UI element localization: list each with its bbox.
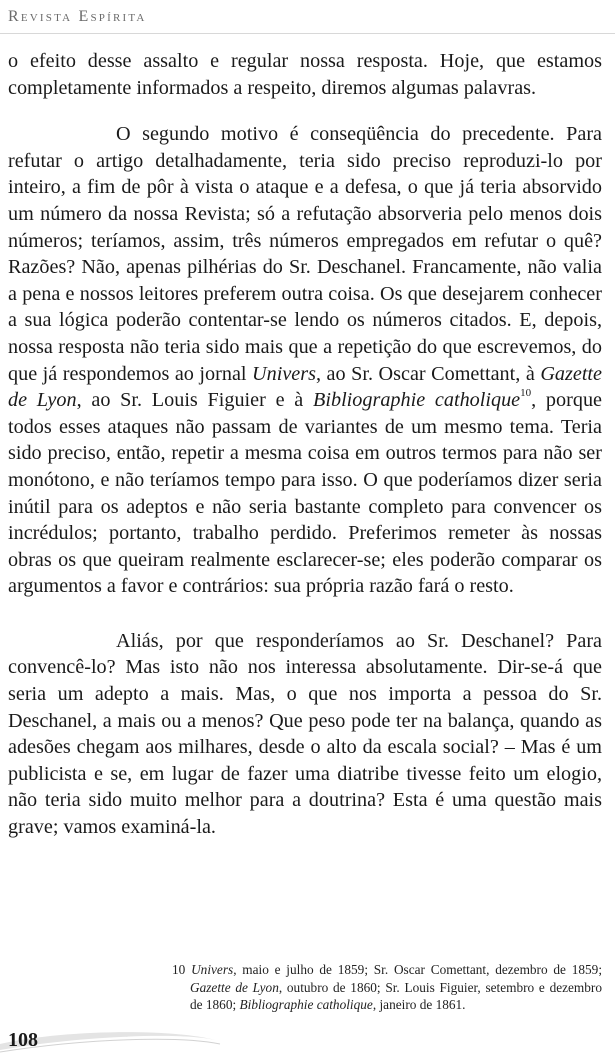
italic-title: Bibliographie catholique — [239, 997, 373, 1013]
paragraph — [8, 48, 602, 101]
italic-title: Univers — [191, 962, 234, 977]
footnote-text — [172, 961, 602, 1014]
text-run: , porque todos esses ataques não passam de variantes de um mesmo tema. Teria sido preciso, então, repetir a mesma coisa em outros termos para não ser monótono, e não teríamos tempo para isso. O que poderíamos dizer seria inútil para os adeptos e não seria bastante completo para convencer os incrédulos; portanto, trabalho perdido. Preferimos remeter às nossas obras os que queiram realmente esclarecer-se; eles poderão comparar os argumentos a favor e contrários: sua própria razão fará o resto. — [8, 389, 602, 598]
paragraph — [8, 121, 602, 600]
italic-title: Bibliographie catholique — [313, 389, 521, 412]
italic-title: Gazette de Lyon — [8, 362, 602, 412]
page-swoosh-decoration — [0, 1020, 615, 1061]
running-header: Revista Espírita — [8, 8, 147, 25]
text-run: , ao Sr. Louis Figuier e à — [76, 389, 314, 412]
footnote-marker: 10 — [520, 387, 532, 400]
header-rule — [0, 33, 615, 34]
page-number: 108 — [8, 1029, 38, 1051]
text-run: o efeito desse assalto e regular nossa resposta. Hoje, que estamos completamente informados a respeito, diremos algumas palavras. — [8, 50, 602, 99]
italic-title: Univers — [252, 362, 316, 385]
text-run: , outubro de 1860; Sr. Louis Figuier, setembro e dezembro de 1860; — [190, 979, 602, 1013]
text-run: O segundo motivo é conseqüência do precedente. Para refutar o artigo detalhadamente, teria sido preciso reproduzi-lo por inteiro, a fim de pôr à vista o ataque e a defesa, o que já teria absorvido um número da nossa Revista; só a refutação absorveria pelo menos dois números; teríamos, assim, três números empregados em refutar o quê? Razões? Não, apenas pilhérias do Sr. Deschanel. Francamente, não valia a pena e nossos leitores preferem outra coisa. Os que desejarem conhecer a sua lógica poderão contentar-se lendo os números citados. E, depois, nossa resposta não teria sido mais que a repetição do que escrevemos, do que já respondemos ao jornal — [8, 123, 602, 385]
text-run: 10 — [172, 962, 192, 977]
body-text — [8, 48, 602, 841]
text-run: , janeiro de 1861. — [372, 997, 466, 1013]
text-run: Aliás, por que responderíamos ao Sr. Deschanel? Para convencê-lo? Mas isto não nos interessa absolutamente. Dir-se-á que seria um adepto a mais. Mas, o que nos importa a pessoa do Sr. Deschanel, a mais ou a menos? Que peso pode ter na balança, quando as adesões chegam aos milhares, desde o alto da escala social? – Mas é um publicista e se, em lugar de fazer uma diatribe tivesse feito um elogio, não teria sido muito melhor para a doutrina? Esta é uma questão mais grave; vamos examiná-la. — [8, 629, 602, 839]
footnote — [172, 961, 602, 1014]
italic-title: Gazette de Lyon — [190, 979, 279, 995]
paragraph — [8, 628, 602, 841]
text-run: , ao Sr. Oscar Comettant, à — [315, 362, 541, 385]
text-run: , maio e julho de 1859; Sr. Oscar Comettant, dezembro de 1859; — [233, 962, 603, 977]
